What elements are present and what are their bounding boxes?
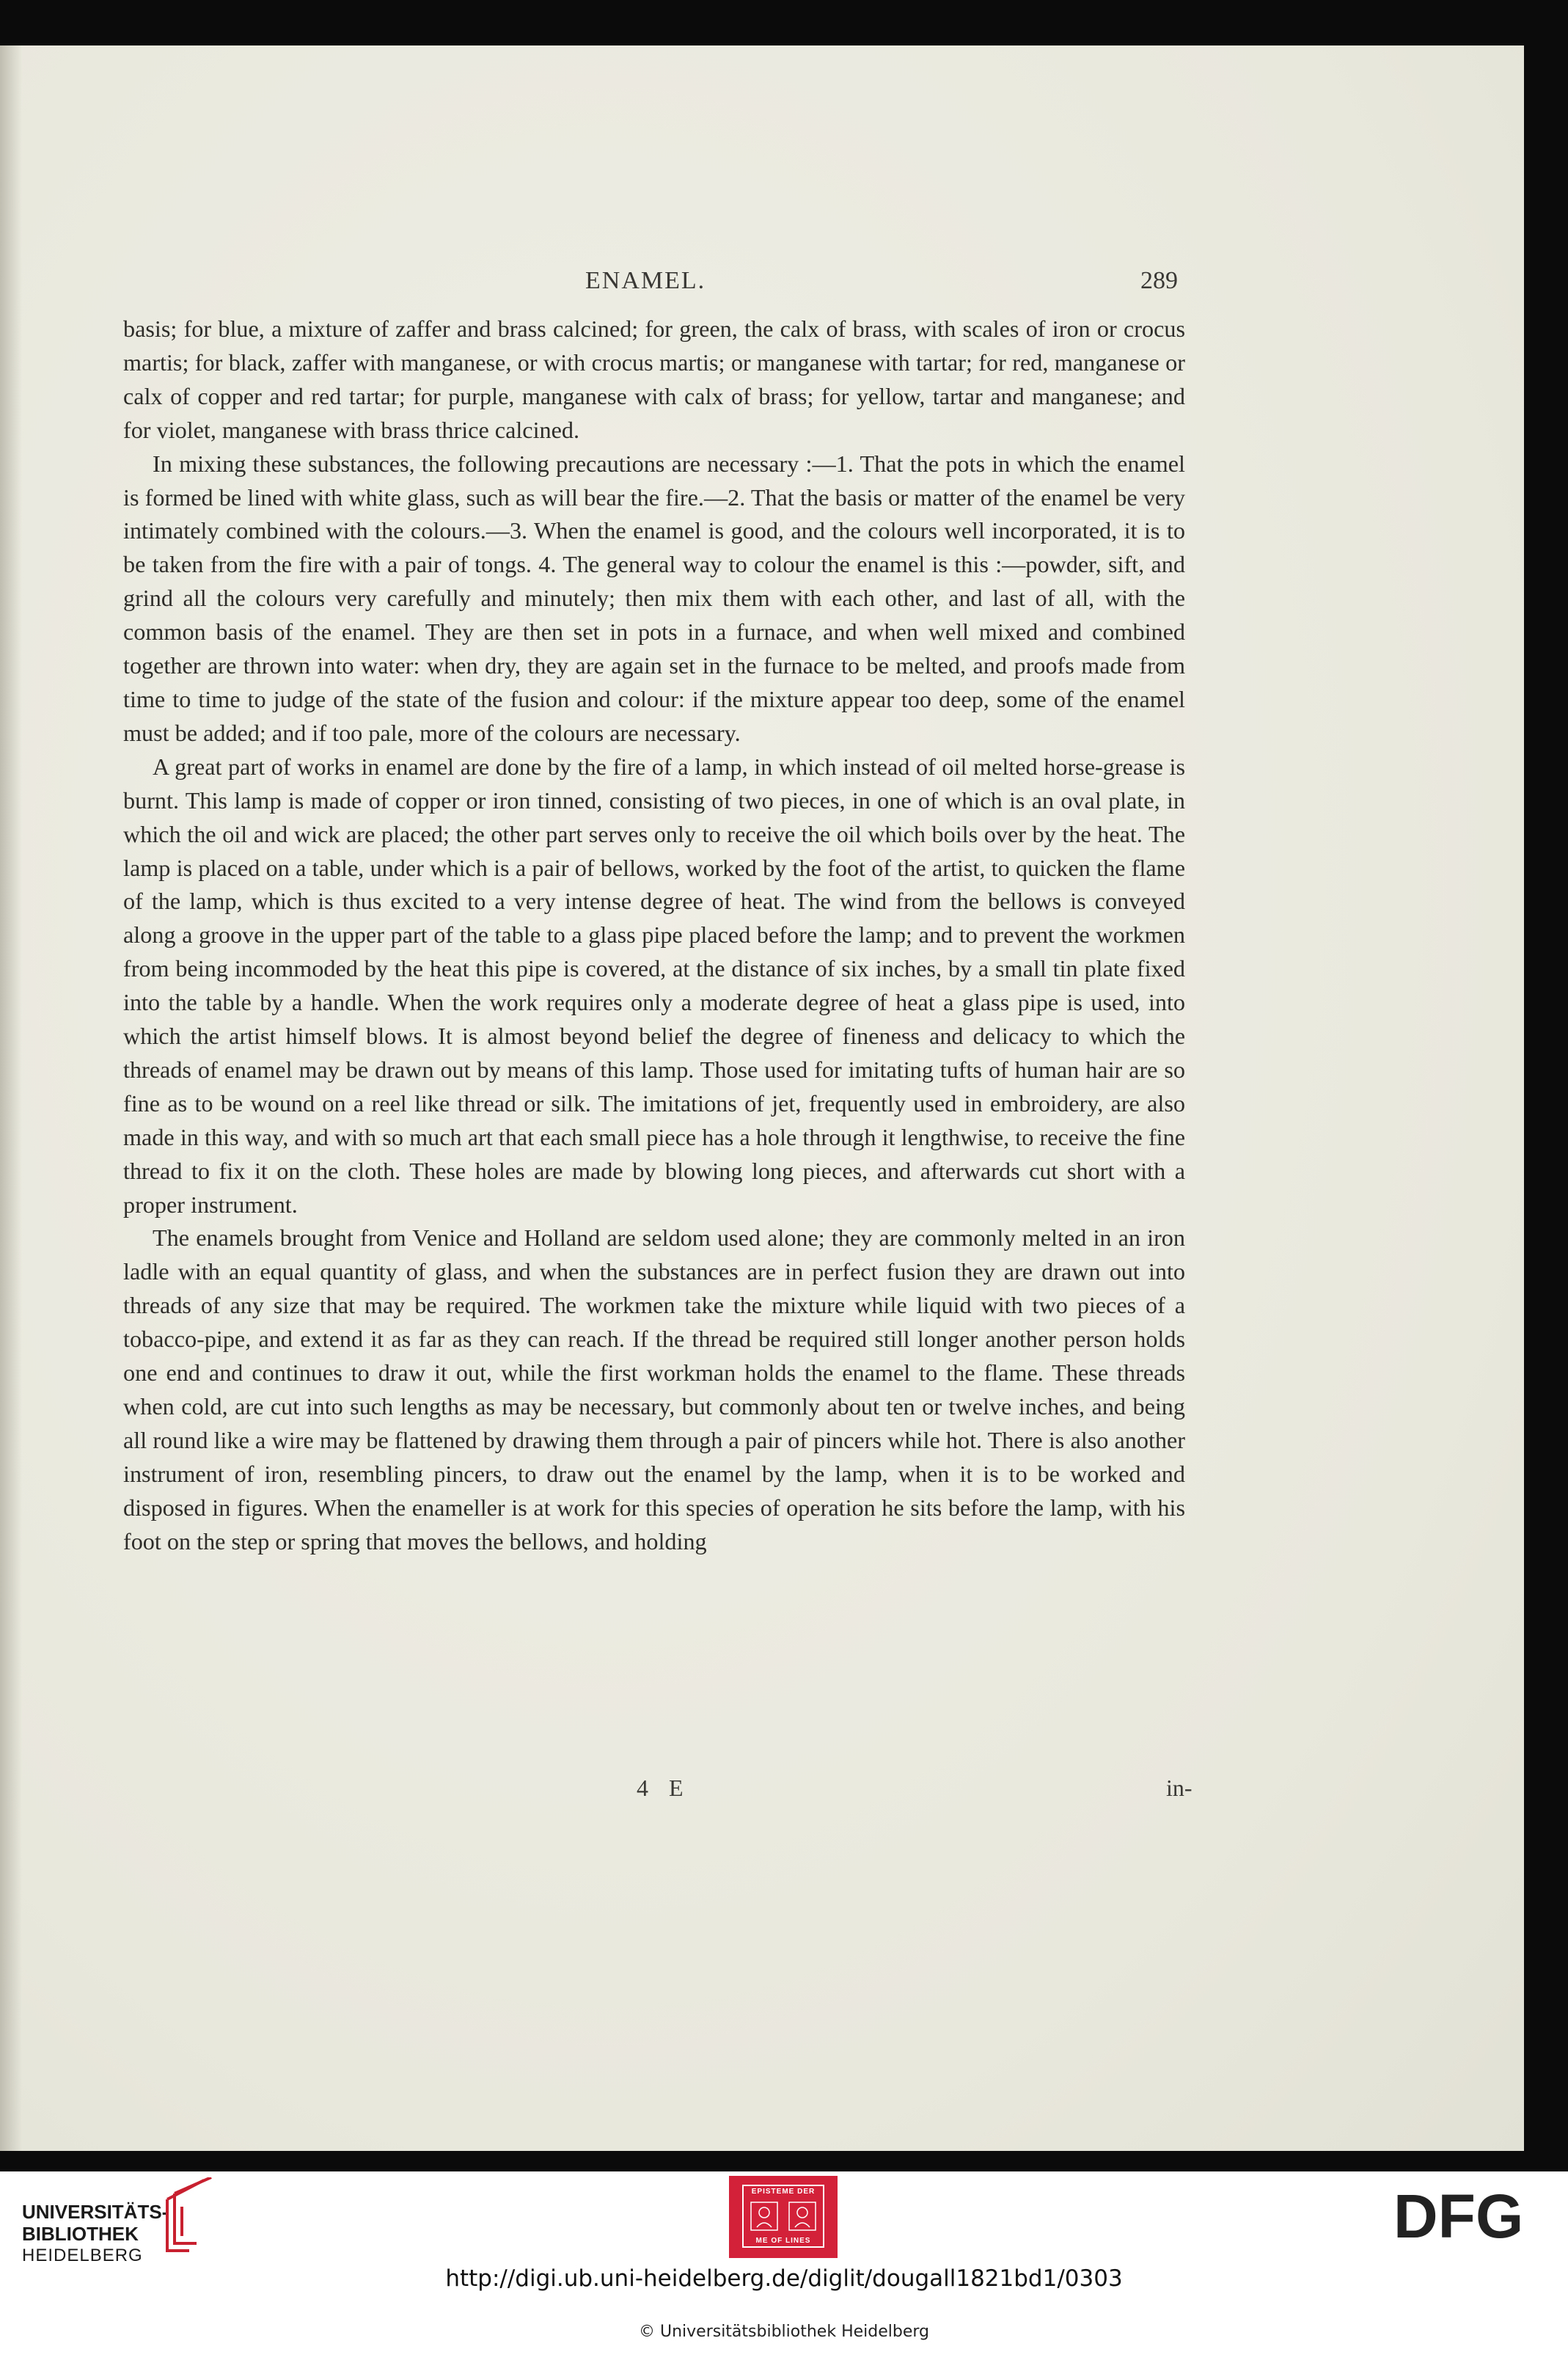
library-name-line1: UNIVERSITÄTS- <box>22 2201 169 2223</box>
paragraph: The enamels brought from Venice and Holland are seldom used alone; they are commonly melted in an iron ladle with an equal quantity of glass, and when the substances are in perfect fusion they are drawn out into threads of any size that may be required. The workmen take the mixture while liquid with two pieces of a tobacco-pipe, and extend it as far as they can reach. If the thread be required still longer another person holds one end and continues to draw it out, while the first workman holds the enamel to the flame. These threads when cold, are cut into such lengths as may be necessary, but commonly about ten or twelve inches, and being all round like a wire may be flattened by drawing them through a pair of pincers while hot. There is also another instrument of iron, resembling pincers, to draw out the enamel by the lamp, when it is to be worked and disposed in figures. When the enameller is at work for this species of operation he sits before the lamp, with his foot on the step or spring that moves the bellows, and holding <box>123 1224 1185 1555</box>
running-head <box>0 267 1524 311</box>
page-number: 289 <box>1140 267 1178 294</box>
permalink[interactable]: http://digi.ub.uni-heidelberg.de/diglit/dougall1821bd1/0303 <box>445 2265 1123 2292</box>
epistemes-frame <box>742 2185 824 2248</box>
spine-shadow <box>0 45 22 2151</box>
signature-mark: 4 E <box>637 1775 691 1801</box>
library-name-line2: BIBLIOTHEK <box>22 2223 139 2245</box>
library-logo-text[interactable] <box>22 2201 168 2267</box>
epistemes-figure-icon <box>744 2198 823 2235</box>
signature-line <box>0 1775 1524 1811</box>
running-title: ENAMEL. <box>585 267 706 294</box>
catchword: in- <box>1166 1775 1193 1801</box>
epistemes-bottom-label: ME OF LINES <box>755 2237 811 2245</box>
library-name-line3: HEIDELBERG <box>22 2246 143 2265</box>
epistemes-top-label: EPISTEME DER <box>751 2188 816 2196</box>
paragraph: A great part of works in enamel are done by the fire of a lamp, in which instead of oil melted horse-grease is burnt. This lamp is made of copper or iron tinned, consisting of two pieces, in one of which is an oval plate, in which the oil and wick are placed; the other part serves only to receive the oil which boils over by the heat. The lamp is placed on a table, under which is a pair of bellows, worked by the foot of the artist, to quicken the flame of the lamp, which is thus excited to a very intense degree of heat. The wind from the bellows is conveyed along a groove in the upper part of the table to a glass pipe placed before the lamp; and to prevent the workmen from being incommoded by the heat this pipe is covered, at the distance of six inches, by a small tin plate fixed into the table by a handle. When the work requires only a moderate degree of heat a glass pipe is used, into which the artist himself blows. It is almost beyond belief the degree of fineness and delicacy to which the threads of enamel may be drawn out by means of this lamp. Those used for imitating tufts of human hair are so fine as to be wound on a reel like thread or silk. The imitations of jet, frequently used in embroidery, are also made in this way, and with so much art that each small piece has a hole through it lengthwise, to receive the fine thread to fix it on the cloth. These holes are made by blowing long pieces, and afterwards cut short with a proper instrument. <box>123 753 1185 1218</box>
dfg-label: DFG <box>1393 2186 1524 2245</box>
paragraph: basis; for blue, a mixture of zaffer and brass calcined; for green, the calx of brass, with scales of iron or crocus martis; for black, zaffer with manganese, or with crocus martis; or manganese with tartar; for red, manganese or calx of copper and red tartar; for purple, manganese with calx of brass; for yellow, tartar and manganese; and for violet, manganese with brass thrice calcined. <box>123 315 1185 443</box>
body-text <box>123 313 1185 1559</box>
dfg-logo[interactable] <box>1393 2186 1547 2245</box>
epistemes-logo[interactable] <box>729 2176 838 2258</box>
library-logo-icon[interactable] <box>160 2177 219 2258</box>
copyright-notice: © Universitätsbibliothek Heidelberg <box>638 2323 929 2341</box>
paragraph: In mixing these substances, the following precautions are necessary :—1. That the pots in which the enamel is formed be lined with white glass, such as will bear the fire.—2. That the basis or matter of the enamel be very intimately combined with the colours.—3. When the enamel is good, and the colours well incorporated, it is to be taken from the fire with a pair of tongs. 4. The general way to colour the enamel is this :—powder, sift, and grind all the colours very carefully and minutely; then mix them with each other, and last of all, with the common basis of the enamel. They are then set in pots in a furnace, and when well mixed and combined together are thrown into water: when dry, they are again set in the furnace to be melted, and proofs made from time to time to judge of the state of the fusion and colour: if the mixture appear too deep, some of the enamel must be added; and if too pale, more of the colours are necessary. <box>123 450 1185 746</box>
